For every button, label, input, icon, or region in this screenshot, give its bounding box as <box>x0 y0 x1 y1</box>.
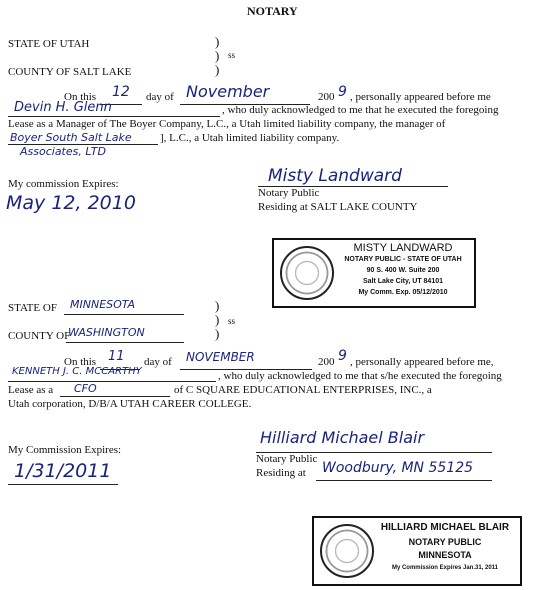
appeared-text: , personally appeared before me, <box>350 356 494 368</box>
ss-label: ss <box>228 316 236 326</box>
lease-line: Lease as a Manager of The Boyer Company, L.C., a Utah limited liability company, the manager of <box>8 118 446 130</box>
month-value: November <box>186 82 270 101</box>
commission-label: My commission Expires: <box>8 178 119 190</box>
company-suffix: ], L.C., a Utah limited liability company. <box>160 132 340 144</box>
stamp-line: 90 S. 400 W. Suite 200 <box>366 267 440 274</box>
bracket: ) <box>215 326 220 341</box>
day-value: 12 <box>112 84 130 100</box>
year-prefix: 200 <box>318 356 335 368</box>
stamp-line: NOTARY PUBLIC - STATE OF UTAH <box>344 256 462 263</box>
notary-stamp <box>312 516 522 586</box>
day-prefix: On this <box>64 91 97 103</box>
county-hw: WASHINGTON <box>68 326 145 339</box>
notary-public-label: Notary Public <box>258 187 320 199</box>
state-label: STATE OF <box>8 302 57 314</box>
ss-label: ss <box>228 50 236 60</box>
lease-rest: of C SQUARE EDUCATIONAL ENTERPRISES, INC., a <box>174 384 432 396</box>
person-name: Devin H. Glenn <box>14 100 112 115</box>
county-label: COUNTY OF <box>8 330 71 342</box>
company-name-hw-2: Associates, LTD <box>20 145 106 158</box>
role-hw: CFO <box>74 382 97 395</box>
notary-public-label: Notary Public <box>256 453 318 465</box>
county-label: COUNTY OF SALT LAKE <box>8 66 132 78</box>
company-name-hw: Boyer South Salt Lake <box>10 131 132 144</box>
expires-date-hw: 1/31/2011 <box>14 460 112 482</box>
bracket: ) <box>215 312 220 327</box>
bracket: ) <box>215 298 220 313</box>
residing-label: Residing at <box>256 467 306 479</box>
stamp-line: My Commission Expires Jan.31, 2011 <box>391 565 499 571</box>
state-seal-icon <box>320 524 374 578</box>
year-prefix: 200 <box>318 91 335 103</box>
year-digit: 9 <box>338 84 347 100</box>
stamp-line: NOTARY PUBLIC <box>408 537 482 547</box>
state-hw: MINNESOTA <box>70 298 136 311</box>
ack-text: , who duly acknowledged to me that s/he executed the foregoing <box>218 370 502 382</box>
page-title: NOTARY <box>247 4 298 18</box>
commission-label: My Commission Expires: <box>8 444 122 456</box>
bracket: ) <box>215 48 220 63</box>
notary-signature: Misty Landward <box>268 166 402 186</box>
stamp-line: Salt Lake City, UT 84101 <box>362 278 444 285</box>
expires-date-hw: May 12, 2010 <box>6 192 136 214</box>
notary-signature: Hilliard Michael Blair <box>260 428 425 447</box>
residing-hw: Woodbury, MN 55125 <box>322 460 474 476</box>
day-of: day of <box>146 91 174 103</box>
corporation-line: Utah corporation, D/B/A UTAH CAREER COLLEGE. <box>8 398 252 410</box>
residing-text: Residing at SALT LAKE COUNTY <box>258 201 418 213</box>
day-value: 11 <box>108 349 125 364</box>
appeared-text: , personally appeared before me <box>350 91 491 103</box>
stamp-name: HILLIARD MICHAEL BLAIR <box>380 522 510 533</box>
stamp-name: MISTY LANDWARD <box>353 242 453 254</box>
stamp-line: MINNESOTA <box>418 550 472 560</box>
day-of: day of <box>144 356 172 368</box>
bracket: ) <box>215 34 220 49</box>
person-name: KENNETH J. C. MCCARTHY <box>12 366 142 377</box>
bracket: ) <box>215 62 220 77</box>
year-digit: 9 <box>338 348 347 364</box>
state-seal-icon <box>280 246 334 300</box>
lease-prefix: Lease as a <box>8 384 54 396</box>
day-prefix: On this <box>64 356 97 368</box>
month-value: NOVEMBER <box>186 350 255 364</box>
ack-text: , who duly acknowledged to me that he executed the foregoing <box>222 104 499 116</box>
notary-stamp <box>272 238 476 308</box>
state-label: STATE OF UTAH <box>8 38 90 50</box>
stamp-line: My Comm. Exp. 05/12/2010 <box>358 289 448 296</box>
